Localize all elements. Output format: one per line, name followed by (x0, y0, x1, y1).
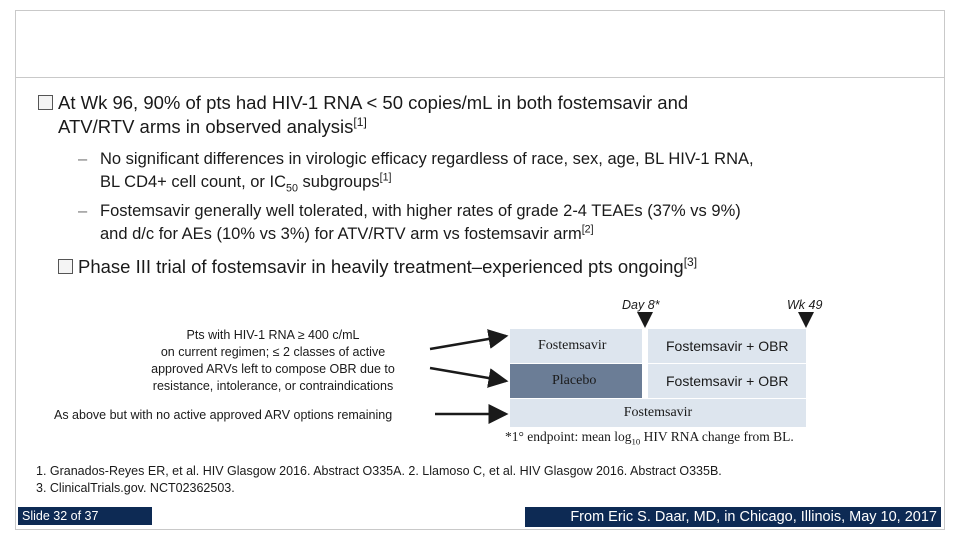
day-8-label: Day 8* (622, 298, 660, 312)
arm-1-initial: Fostemsavir (510, 329, 642, 363)
cohort-1-description: Pts with HIV-1 RNA ≥ 400 c/mL on current regimen; ≤ 2 classes of active approved ARVs left to compose OBR due to resistance, intolerance, or contraindications (151, 328, 395, 393)
arm-2-initial: Placebo (510, 364, 642, 398)
dash-bullet-icon: – (78, 150, 88, 168)
dash-bullet-icon: – (78, 202, 88, 220)
sub-bullet-2-line-1: Fostemsavir generally well tolerated, with higher rates of grade 2-4 TEAEs (37% vs 9%) (100, 202, 741, 220)
arm-3-open-label: Fostemsavir (510, 399, 806, 427)
sub-bullet-1-line-2: BL CD4+ cell count, or $IC_{50}$ subgroups[1] (100, 171, 392, 195)
sub-bullet-2-line-2: and d/c for AEs (10% vs 3%) for ATV/RTV arm vs fostemsavir arm[2] (100, 223, 594, 243)
arrow-cohort1-to-placebo (430, 368, 506, 381)
source-credit: From Eric S. Daar, MD, in Chicago, Illinois, May 10, 2017 (525, 507, 941, 527)
arm-2-continuation: Fostemsavir + OBR (648, 364, 806, 398)
bullet-2: Phase III trial of fostemsavir in heavily treatment–experienced pts ongoing[3] (78, 255, 938, 279)
bullet-1-line-2: ATV/RTV arms in observed analysis[1] (58, 114, 367, 137)
sub-bullet-1-line-1: No significant differences in virologic efficacy regardless of race, sex, age, BL HIV-1 RNA, (100, 150, 754, 168)
bullet-1-line-1: At Wk 96, 90% of pts had HIV-1 RNA < 50 copies/mL in both fostemsavir and (58, 92, 689, 113)
ref-1: [1] (353, 114, 367, 129)
arm-1-continuation: Fostemsavir + OBR (648, 329, 806, 363)
references: 1. Granados-Reyes ER, et al. HIV Glasgow 2016. Abstract O335A. 2. Llamoso C, et al. HIV Glasgow 2016. Abstract O335B. 3. ClinicalTrials.gov. NCT02362503. (36, 464, 722, 495)
week-49-label: Wk 49 (787, 298, 823, 312)
arrow-cohort1-to-randomized (430, 336, 506, 349)
primary-endpoint-note: *1° endpoint: mean $\log_{10}$ HIV RNA change from BL. (505, 429, 794, 447)
slide-number: Slide 32 of 37 (18, 507, 152, 525)
cohort-2-description: As above but with no active approved ARV options remaining (54, 408, 393, 422)
